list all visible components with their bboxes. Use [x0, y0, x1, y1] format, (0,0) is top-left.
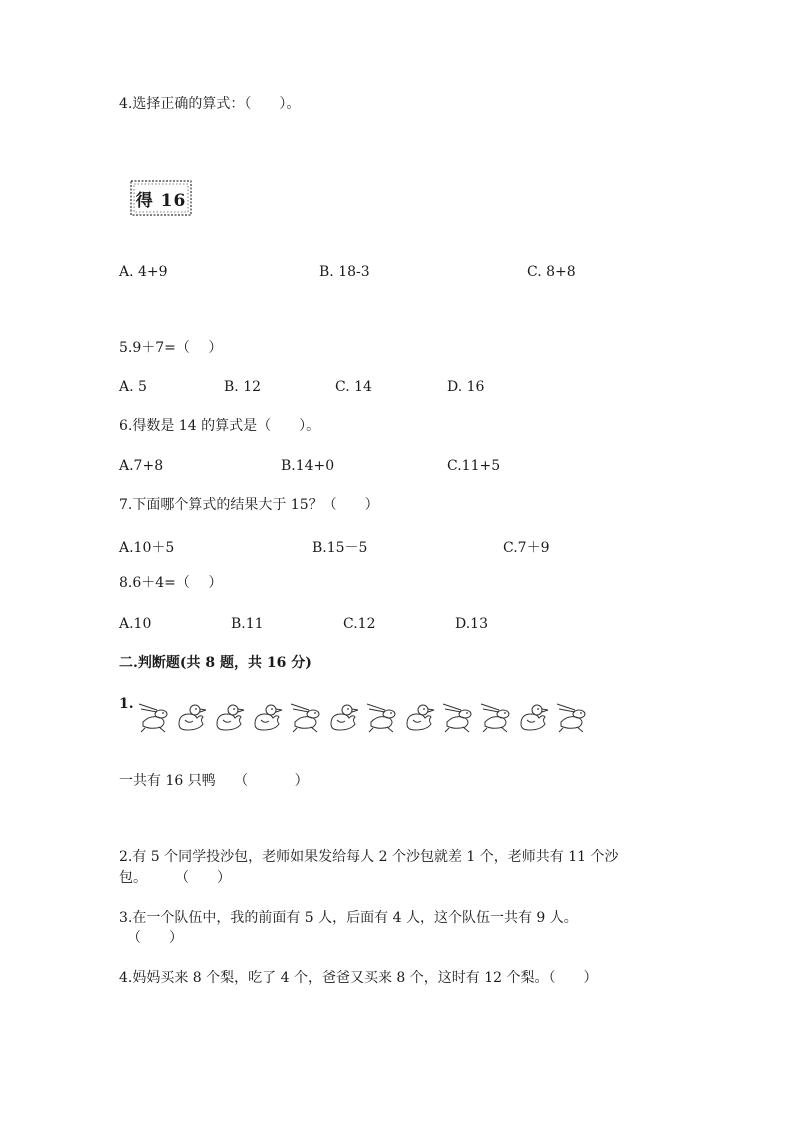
judge-2-line-2: 包。 （ ）: [119, 870, 231, 886]
duck-icon: [217, 705, 244, 730]
q6-option-b[interactable]: B.14+0: [281, 458, 335, 474]
duck-icon: [521, 705, 548, 730]
q7-option-b[interactable]: B.15－5: [312, 540, 368, 556]
q6-option-c[interactable]: C.11+5: [447, 458, 501, 474]
judge-4-statement: 4.妈妈买来 8 个梨，吃了 4 个，爸爸又买来 8 个，这时有 12 个梨。（ ）: [119, 970, 598, 986]
judge-1-statement: 一共有 16 只鸭 （ ）: [119, 773, 309, 789]
question-5-stem: 5.9＋7=（ ）: [119, 340, 223, 356]
duck-icon: [255, 705, 282, 730]
rabbit-icon: [139, 704, 167, 732]
rabbit-icon: [367, 704, 395, 732]
question-6-stem: 6.得数是 14 的算式是（ ）。: [119, 418, 321, 434]
q8-option-c[interactable]: C.12: [343, 616, 376, 632]
q6-option-a[interactable]: A.7+8: [119, 458, 164, 474]
question-4-stem: 4.选择正确的算式：（ ）。: [119, 96, 301, 112]
judge-3-line-1: 3.在一个队伍中，我的前面有 5 人，后面有 4 人，这个队伍一共有 9 人。: [119, 910, 578, 926]
q4-option-a[interactable]: A. 4+9: [119, 264, 168, 280]
question-7-stem: 7.下面哪个算式的结果大于 15？（ ）: [119, 497, 379, 513]
badge-label: 得 16: [135, 190, 187, 211]
duck-icon: [331, 705, 358, 730]
rabbit-icon: [557, 704, 585, 732]
rabbit-icon: [481, 704, 509, 732]
q4-option-b[interactable]: B. 18-3: [319, 264, 370, 280]
rabbit-icon: [443, 704, 471, 732]
q5-option-d[interactable]: D. 16: [447, 379, 485, 395]
section-2-title: 二.判断题(共 8 题，共 16 分): [119, 655, 312, 671]
q8-option-b[interactable]: B.11: [231, 616, 264, 632]
duck-icon: [179, 705, 206, 730]
question-8-stem: 8.6＋4=（ ）: [119, 575, 223, 591]
q7-option-a[interactable]: A.10＋5: [119, 540, 175, 556]
q8-option-a[interactable]: A.10: [119, 616, 152, 632]
q7-option-c[interactable]: C.7＋9: [503, 540, 550, 556]
rabbit-icon: [291, 704, 319, 732]
result-badge: [128, 178, 194, 218]
animal-picture-strip: [135, 700, 593, 734]
q5-option-c[interactable]: C. 14: [335, 379, 372, 395]
judge-3-line-2: （ ）: [127, 930, 183, 946]
q4-option-c[interactable]: C. 8+8: [527, 264, 576, 280]
duck-icon: [407, 705, 434, 730]
judge-2-line-1: 2.有 5 个同学投沙包，老师如果发给每人 2 个沙包就差 1 个，老师共有 11 个沙: [119, 849, 619, 865]
q5-option-a[interactable]: A. 5: [119, 379, 147, 395]
judge-1-number: 1.: [119, 696, 134, 712]
q8-option-d[interactable]: D.13: [455, 616, 488, 632]
q5-option-b[interactable]: B. 12: [224, 379, 262, 395]
